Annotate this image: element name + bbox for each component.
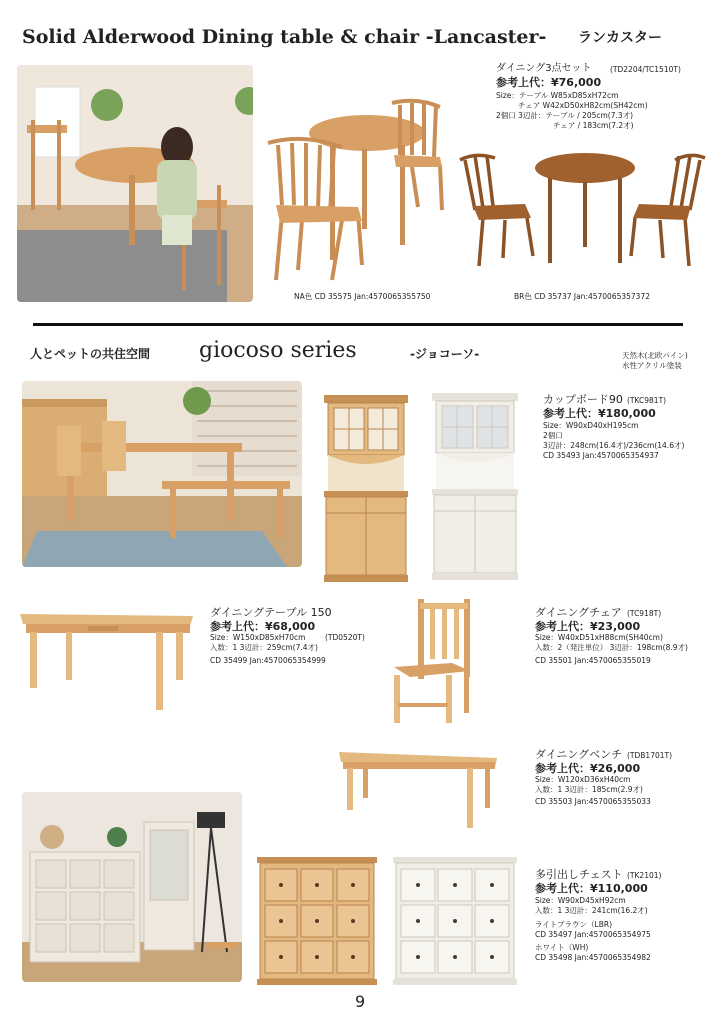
chest-code: (TK2101) <box>627 871 662 880</box>
giocoso-room-photo <box>22 381 302 567</box>
lancaster-room-photo <box>17 65 253 302</box>
table150-name: ダイニングテーブル 150 <box>210 606 332 619</box>
chest-lbr-cd: CD 35497 Jan:4570065354975 <box>535 930 651 939</box>
chest-lbr-image <box>257 857 377 985</box>
cupboard-white-image <box>430 393 520 580</box>
cupboard-name: カップボード90 <box>543 393 623 406</box>
lancaster-size-chair: チェア W42xD50xH82cm(SH42cm) <box>518 101 648 110</box>
bench-image <box>337 750 500 830</box>
cupboard-size: Size：W90xD40xH195cm <box>543 421 639 430</box>
chair-cd: CD 35501 Jan:4570065355019 <box>535 656 651 665</box>
giocoso-series-ja: -ジョコーソ- <box>410 347 480 361</box>
cupboard-price: 参考上代：¥180,000 <box>543 407 656 420</box>
bench-price: 参考上代：¥26,000 <box>535 762 641 775</box>
lancaster-boxes: 2個口 3辺計：テーブル / 205cm(7.3才) <box>496 111 634 120</box>
chair-price: 参考上代：¥23,000 <box>535 620 641 633</box>
chest-qty: 入数：1 3辺計：241cm(16.2才) <box>535 906 648 915</box>
lancaster-br-label: BR色 CD 35737 Jan:4570065357372 <box>514 292 650 301</box>
chest-wh-label: ホワイト（WH) <box>535 943 589 952</box>
cupboard-cd: CD 35493 Jan:4570065354937 <box>543 451 659 460</box>
cupboard-pine-image <box>322 395 410 582</box>
lancaster-br-set-image <box>455 148 710 273</box>
chair-code: (TC918T) <box>627 609 662 618</box>
giocoso-series-title: giocoso series <box>199 338 357 363</box>
table150-size: Size：W150xD85xH70cm <box>210 633 306 642</box>
chest-wh-cd: CD 35498 Jan:4570065354982 <box>535 953 651 962</box>
bench-cd: CD 35503 Jan:4570065355033 <box>535 797 651 806</box>
table150-code: (TD0520T) <box>325 633 365 642</box>
lancaster-size-table: Size：テーブル W85xD85xH72cm <box>496 91 619 100</box>
lancaster-price: 参考上代：¥76,000 <box>496 76 602 89</box>
chest-room-photo <box>22 792 242 982</box>
page-title-ja: ランカスター <box>578 30 662 46</box>
bench-name: ダイニングベンチ <box>535 748 623 761</box>
cupboard-dims: 3辺計：248cm(16.4才)/236cm(14.6才) <box>543 441 685 450</box>
table150-image <box>18 612 195 712</box>
lancaster-set-code: (TD2204/TC1510T) <box>610 65 681 74</box>
bench-code: (TDB1701T) <box>627 751 673 760</box>
giocoso-tagline: 人とペットの共住空間 <box>30 347 151 361</box>
lancaster-set-name: ダイニング3点セット <box>496 63 592 74</box>
chest-wh-image <box>393 857 517 985</box>
lancaster-na-label: NA色 CD 35575 Jan:4570065355750 <box>294 292 431 301</box>
table150-price: 参考上代：¥68,000 <box>210 620 316 633</box>
chair-image <box>390 597 474 727</box>
section-divider <box>33 323 683 326</box>
chest-size: Size：W90xD45xH92cm <box>535 896 626 905</box>
chest-price: 参考上代：¥110,000 <box>535 882 648 895</box>
lancaster-boxes-chair: チェア / 183cm(7.2才) <box>553 121 634 130</box>
lancaster-na-set-image <box>262 95 452 290</box>
giocoso-material-2: 水性アクリル塗装 <box>622 361 682 370</box>
page-title: Solid Alderwood Dining table & chair -Lancaster- <box>22 26 547 48</box>
chair-size: Size：W40xD51xH88cm(SH40cm) <box>535 633 663 642</box>
giocoso-material-1: 天然木(北欧パイン) <box>622 351 688 360</box>
chair-name: ダイニングチェア <box>535 606 622 619</box>
cupboard-code: (TKC981T) <box>627 396 667 405</box>
page-number: 9 <box>355 992 366 1011</box>
bench-size: Size：W120xD36xH40cm <box>535 775 631 784</box>
cupboard-boxes: 2個口 <box>543 431 563 440</box>
table150-qty: 入数：1 3辺計：259cm(7.4才) <box>210 643 318 652</box>
chest-name: 多引出しチェスト <box>535 868 623 881</box>
chair-qty: 入数：2（発注単位） 3辺計：198cm(8.9才) <box>535 643 688 652</box>
bench-qty: 入数：1 3辺計：185cm(2.9才) <box>535 785 643 794</box>
chest-lbr-label: ライトブラウン（LBR) <box>535 920 613 929</box>
table150-cd: CD 35499 Jan:4570065354999 <box>210 656 326 665</box>
